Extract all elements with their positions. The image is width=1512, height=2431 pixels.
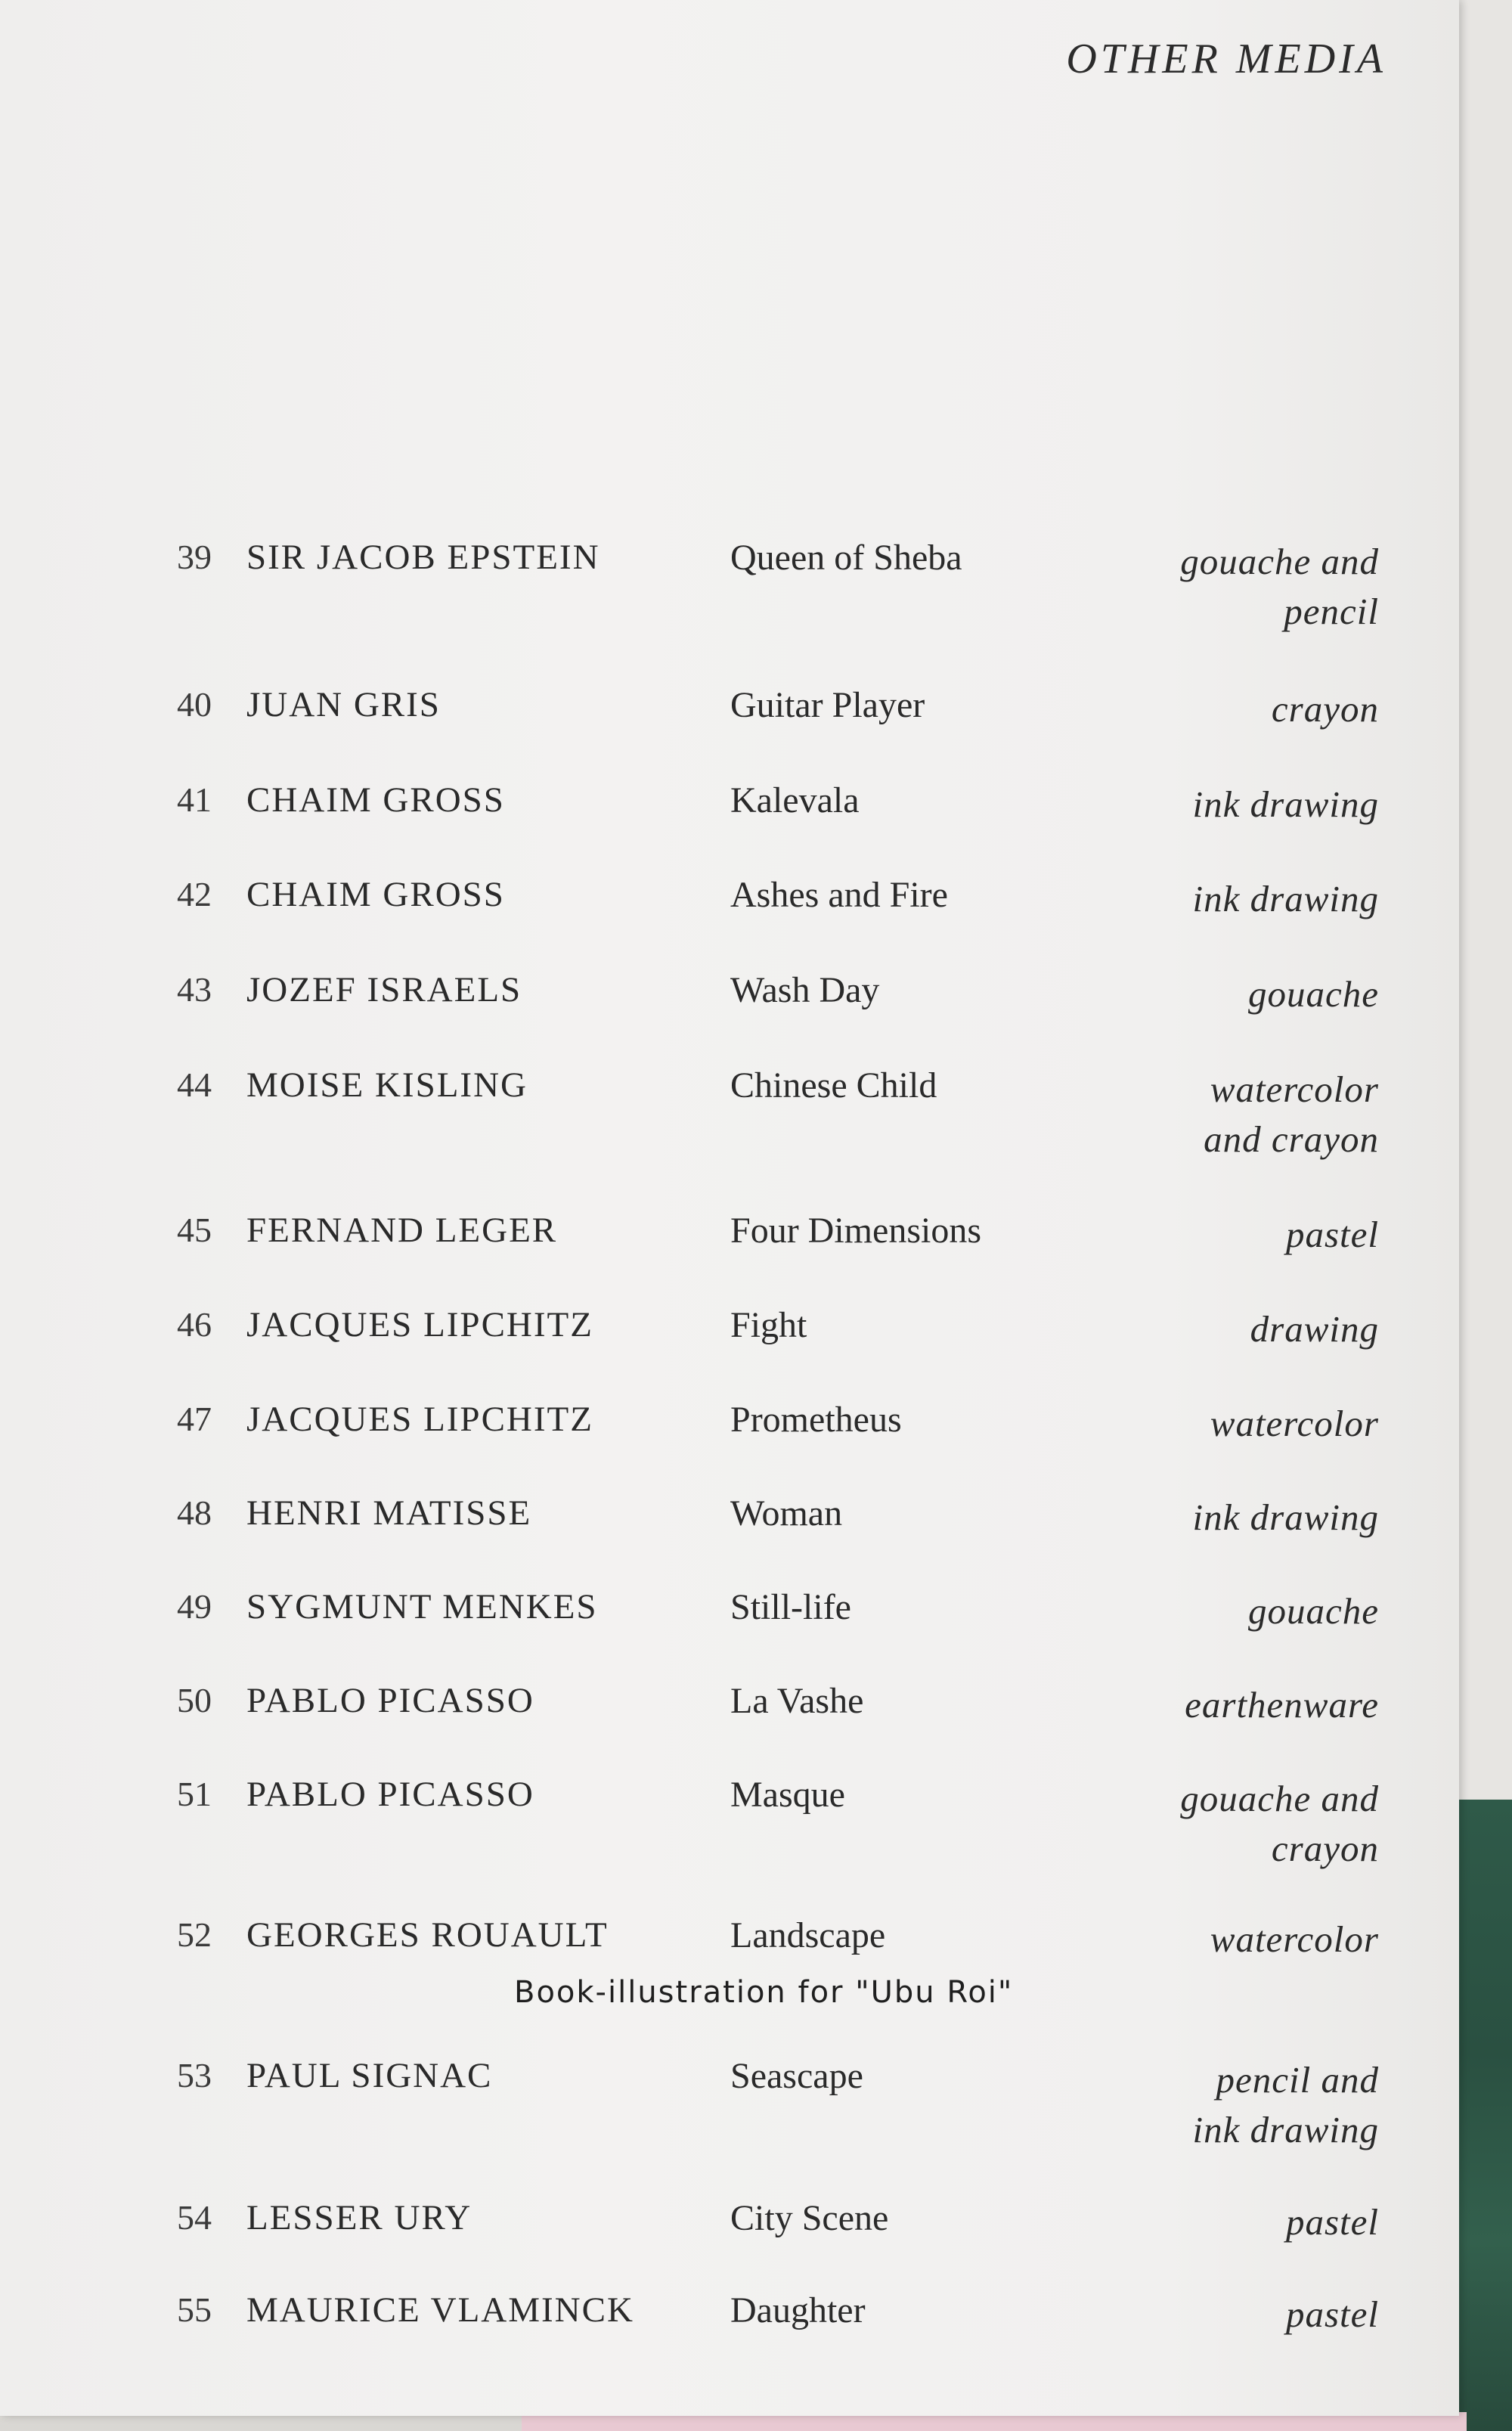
entry-medium: gouache	[1248, 1590, 1379, 1632]
entry-medium: watercolor	[1210, 1403, 1379, 1444]
entry-number: 50	[177, 1681, 212, 1719]
entry-title: Four Dimensions	[730, 1211, 982, 1251]
entry-artist: JACQUES LIPCHITZ	[246, 1400, 593, 1439]
entry-artist: CHAIM GROSS	[246, 780, 505, 820]
entry-title: Landscape	[730, 1915, 886, 1955]
catalog-entry-52	[0, 1915, 1459, 2028]
entry-title: Seascape	[730, 2056, 863, 2096]
entry-medium: ink drawing	[1192, 1496, 1379, 1538]
entry-medium: watercolor	[1210, 1918, 1379, 1960]
entry-number: 43	[177, 970, 212, 1009]
entry-artist: PABLO PICASSO	[246, 1681, 534, 1720]
catalog-entry-51	[0, 1774, 1459, 1887]
entry-medium: pastel	[1285, 1214, 1379, 1255]
entry-medium: gouache and pencil	[1180, 541, 1379, 632]
entry-number: 45	[177, 1211, 212, 1249]
catalog-entry-44	[0, 1065, 1459, 1178]
entry-title: Kalevala	[730, 780, 860, 820]
entry-medium: earthenware	[1185, 1684, 1379, 1726]
entry-title: Chinese Child	[730, 1065, 937, 1105]
catalog-entry-55	[0, 2290, 1459, 2403]
entry-number: 44	[177, 1065, 212, 1104]
entry-artist: JUAN GRIS	[246, 685, 441, 724]
entry-title: Masque	[730, 1775, 845, 1815]
entry-title: La Vashe	[730, 1681, 864, 1721]
entry-medium: gouache	[1248, 973, 1379, 1015]
entry-title: Woman	[730, 1493, 843, 1533]
catalog-entry-39	[0, 537, 1459, 650]
entry-artist: GEORGES ROUAULT	[246, 1915, 609, 1955]
entry-title: Fight	[730, 1305, 807, 1345]
entry-title: City Scene	[730, 2198, 889, 2238]
entry-medium: watercolor and crayon	[1204, 1068, 1379, 1160]
book-illustration-note: Book-illustration for "Ubu Roi"	[514, 1975, 1014, 2010]
entry-number: 46	[177, 1305, 212, 1344]
entry-artist: FERNAND LEGER	[246, 1211, 558, 1250]
entry-number: 55	[177, 2290, 212, 2329]
entry-medium: pastel	[1285, 2293, 1379, 2335]
entry-medium: crayon	[1271, 688, 1379, 730]
entry-artist: PABLO PICASSO	[246, 1775, 534, 1814]
entry-number: 53	[177, 2056, 212, 2095]
entry-title: Still-life	[730, 1587, 851, 1627]
entry-title: Daughter	[730, 2290, 866, 2330]
entry-number: 48	[177, 1493, 212, 1532]
entry-title: Ashes and Fire	[730, 875, 948, 915]
entry-artist: PAUL SIGNAC	[246, 2056, 493, 2095]
entry-title: Queen of Sheba	[730, 538, 962, 578]
entry-artist: LESSER URY	[246, 2198, 472, 2237]
entry-number: 52	[177, 1915, 212, 1954]
page-header: OTHER MEDIA	[1066, 36, 1387, 82]
entry-number: 42	[177, 875, 212, 913]
entry-artist: SIR JACOB EPSTEIN	[246, 538, 600, 577]
backdrop-green-surface	[1452, 1800, 1512, 2431]
entry-number: 40	[177, 685, 212, 724]
entry-number: 47	[177, 1400, 212, 1438]
catalog-entry-53	[0, 2055, 1459, 2169]
entry-medium: ink drawing	[1192, 878, 1379, 919]
entry-medium: pencil and ink drawing	[1192, 2059, 1379, 2150]
entry-artist: JOZEF ISRAELS	[246, 970, 522, 1009]
entry-title: Prometheus	[730, 1400, 902, 1440]
entry-artist: HENRI MATISSE	[246, 1493, 532, 1533]
entry-number: 54	[177, 2198, 212, 2237]
entry-medium: ink drawing	[1192, 783, 1379, 825]
entry-medium: pastel	[1285, 2201, 1379, 2243]
entry-number: 39	[177, 538, 212, 576]
entry-number: 51	[177, 1775, 212, 1813]
entry-number: 49	[177, 1587, 212, 1626]
entry-artist: CHAIM GROSS	[246, 875, 505, 914]
entry-medium: drawing	[1250, 1308, 1379, 1350]
entry-number: 41	[177, 780, 212, 819]
entry-title: Guitar Player	[730, 685, 925, 725]
entry-title: Wash Day	[730, 970, 880, 1010]
entry-artist: MAURICE VLAMINCK	[246, 2290, 634, 2330]
entry-artist: JACQUES LIPCHITZ	[246, 1305, 593, 1344]
entry-artist: SYGMUNT MENKES	[246, 1587, 598, 1626]
entry-medium: gouache and crayon	[1180, 1778, 1379, 1869]
entry-artist: MOISE KISLING	[246, 1065, 528, 1105]
